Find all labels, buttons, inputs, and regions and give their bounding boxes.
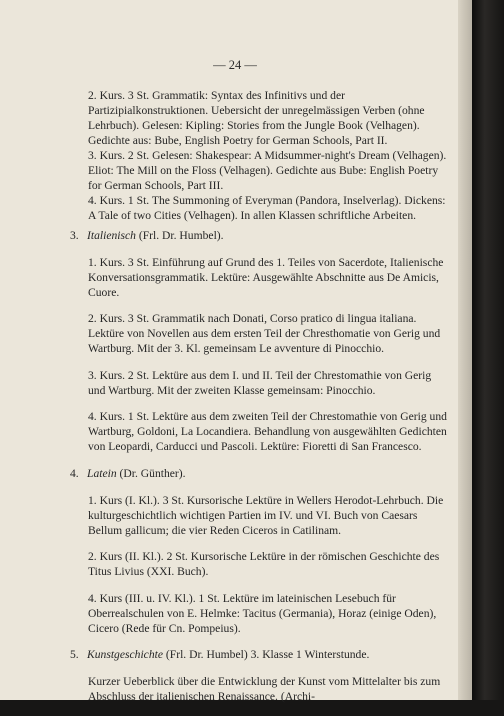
- paragraph: 4. Kurs. 1 St. The Summoning of Everyman (Pandora, Inselverlag). Dickens: A Tale of two Cities (Velhagen). In allen Klassen schriftliche Arbeiten.: [88, 194, 446, 222]
- section-title: Kunstgeschichte: [87, 648, 163, 662]
- page-body: [70, 88, 450, 716]
- section-title: Italienisch: [87, 229, 136, 242]
- section-kunstgeschichte: [70, 647, 450, 704]
- section-latein: [70, 466, 450, 636]
- section-heading: [70, 647, 450, 662]
- section-heading: [70, 466, 450, 481]
- section-heading: [70, 228, 450, 243]
- paragraph: 3. Kurs. 2 St. Gelesen: Shakespear: A Midsummer-night's Dream (Velhagen). Eliot: The Mill on the Floss (Velhagen). Gedichte aus Bube: English Poetry for German Schools, Part III.: [88, 149, 447, 192]
- paragraph: 3. Kurs. 2 St. Lektüre aus dem I. und II. Teil der Chrestomathie von Gerig und Wartburg. Mit der zweiten Klasse gemeinsam: Pinocchio.: [88, 368, 432, 397]
- section-teacher: (Frl. Dr. Humbel).: [138, 229, 224, 242]
- paragraph: 4. Kurs (III. u. IV. Kl.). 1 St. Lektüre im lateinischen Lesebuch für Oberrealschulen von E. Helmke: Tacitus (Germania), Horaz (einige Oden), Cicero (Rede für Cn. Pompeius).: [88, 591, 437, 635]
- english-course-paragraphs: [88, 88, 450, 223]
- paragraph: 2. Kurs. 3 St. Grammatik: Syntax des Infinitivs und der Partizipialkonstruktionen. Uebersicht der unregelmässigen Verben (ohne Lehrbuch). Gelesen: Kipling: Stories from the Jungle Book (Velhagen). Gedichte aus: Bube, English Poetry for German Schools, Part II.: [88, 89, 425, 147]
- paragraph: 2. Kurs (II. Kl.). 2 St. Kursorische Lektüre in der römischen Geschichte des Titus Livius (XXI. Buch).: [88, 550, 440, 579]
- section-number: 3.: [70, 229, 79, 242]
- section-italienisch: [70, 228, 450, 454]
- section-teacher: (Frl. Dr. Humbel) 3. Klasse 1 Winterstunde.: [165, 648, 370, 662]
- page-number: — 24 —: [213, 58, 257, 72]
- book-edge: [472, 0, 504, 700]
- paragraph: Kurzer Ueberblick über die Entwicklung der Kunst vom Mittelalter bis zum Abschluss der italienischen Renaissance. (Archi-: [88, 674, 441, 703]
- section-teacher: (Dr. Günther).: [119, 466, 186, 480]
- section-number: 4.: [70, 466, 79, 480]
- paragraph: 2. Kurs. 3 St. Grammatik nach Donati, Corso pratico di lingua italiana. Lektüre von Novellen aus dem ersten Teil der Chresthomatie von Gerig und Wartburg. Mit der 3. Kl. gemeinsam Le avventure di Pinocchio.: [88, 312, 441, 356]
- page-gutter-shadow: [458, 0, 472, 700]
- section-title: Latein: [87, 466, 117, 480]
- paragraph: 1. Kurs (I. Kl.). 3 St. Kursorische Lektüre in Wellers Herodot-Lehrbuch. Die kulturgeschichtlich wichtigen Partien im IV. und VI. Buch von Caesars Bellum gallicum; die vier Reden Ciceros in Catilinam.: [88, 493, 444, 537]
- section-number: 5.: [70, 648, 79, 662]
- paragraph: 4. Kurs. 1 St. Lektüre aus dem zweiten Teil der Chrestomathie von Gerig und Wartburg, Goldoni, La Locandiera. Behandlung von ausgewählten Gedichten von Leopardi, Carducci und Pascoli. Lektüre: Fioretti di San Francesco.: [88, 410, 447, 454]
- paragraph: 1. Kurs. 3 St. Einführung auf Grund des 1. Teiles von Sacerdote, Italienische Konversationsgrammatik. Lektüre: Ausgewählte Abschnitte aus De Amicis, Cuore.: [88, 255, 444, 299]
